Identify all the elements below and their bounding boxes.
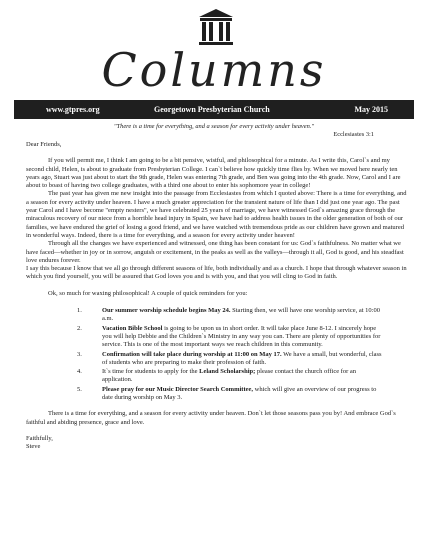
paragraph-1: If you will permit me, I think I am going to be a bit pensive, wistful, and philosophical for a minute. As I write this, Carol`s and my second child, Helen, is about to graduate from Presbyterian College. I can`t believe how quickly time flies by. When we moved here nearly ten years ago, Stuart was just about to start the 9th grade, Helen was entering 7th grade, and Ben was going into the 4th grade. Now, Carol and I are about to boast of having two college graduates, with a third one about to enter his sophomore year in college! — [26, 157, 401, 190]
list-item: 3. Confirmation will take place during worship at 11:00 on May 17. We have a small, but wonderful, class of students who are preparing to make their profession of faith. — [77, 350, 382, 366]
signature: Steve — [26, 443, 41, 451]
church-name: Georgetown Presbyterian Church — [154, 105, 270, 114]
paragraph-4: I say this because I know that we all go through different seasons of life, both individually and as a church. I hope that through whatever season in which you find yourself, you will be assured that God loves you and is with you, and that you will cling to God in faith. — [26, 265, 407, 281]
paragraph-3: Through all the changes we have experienced and witnessed, one thing has been constant for us: God`s faithfulness. No matter what we have faced—whether in joy or in sorrow, anguish or excitement, in the peaks as well as the valleys—through it all, God is good, and his steadfast love endures forever. — [26, 240, 404, 264]
epigraph-citation: Ecclesiastes 3:1 — [333, 131, 374, 138]
reminder-list — [26, 307, 408, 402]
signoff: Faithfully, — [26, 434, 53, 442]
epigraph-quote: "There is a time for everything, and a season for every activity under heaven." — [113, 123, 315, 130]
closing-paragraph: There is a time for everything, and a season for every activity under heaven. Don`t let those seasons pass you by! And embrace God`s faithful and abiding presence, grace and love. — [26, 410, 396, 426]
masthead-title: Columns — [101, 43, 327, 97]
website-link[interactable]: www.gtpres.org — [46, 105, 100, 114]
list-item: 2. Vacation Bible School is going to be upon us in short order. It will take place June 8-12. I sincerely hope you will help Debbie and the Children`s Ministry in any way you can. There are plenty of opportunities for service. This is one of the most important ways we reach children in this community. — [77, 324, 381, 349]
header-band — [14, 100, 414, 119]
paragraph-2: The past year has given me new insight into the passage from Ecclesiastes from which I quoted above: There is a time for everything, and a season for every activity under heaven. I have a much greater appreciation for the transient nature of life than I did just one year ago. The past year Carol and I have become "empty nesters", we have celebrated 25 years of marriage, we have witnessed God`s amazing grace through the miraculous recovery of our niece from a horrible head injury in Spain, we have had to address health issues in the older generation of both of our families, we have endured the grief of losing a good friend, and we have watched with tremendous pride as our children have grown and matured in wonderful ways. Indeed, there is a time for everything, and a season for every activity under heaven! — [26, 190, 407, 239]
list-item: 4. It`s time for students to apply for the Leland Scholarship; please contact the church office for an application. — [77, 368, 357, 384]
letter-body — [26, 141, 408, 452]
list-item: 5. Please pray for our Music Director Search Committee, which will give an overview of our progress to date during worship on May 3. — [77, 385, 377, 402]
paragraph-5: Ok, so much for waxing philosophical! A couple of quick reminders for you: — [48, 289, 248, 297]
list-item: 1. Our summer worship schedule begins May 24. Starting then, we will have one worship service, at 10:00 a.m. — [77, 307, 380, 323]
issue-date: May 2015 — [354, 105, 388, 114]
salutation: Dear Friends, — [26, 141, 62, 148]
